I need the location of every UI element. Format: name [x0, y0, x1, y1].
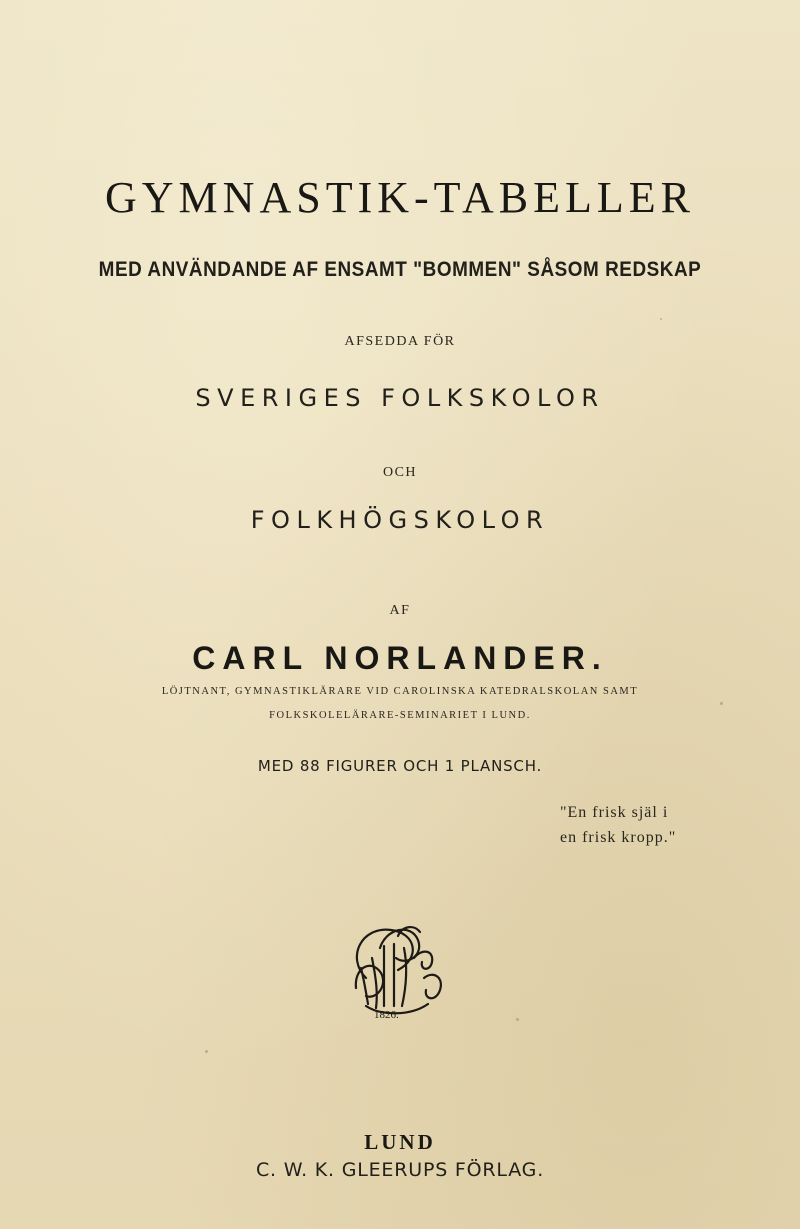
motto-line-2: en frisk kropp." [560, 829, 677, 846]
audience-line-2: FOLKHÖGSKOLOR [250, 506, 550, 534]
author-credentials-line-1: LÖJTNANT, GYMNASTIKLÄRARE VID CAROLINSKA KATEDRALSKOLAN SAMT [161, 686, 639, 697]
publication-place: LUND [364, 1130, 436, 1154]
paper-speck [660, 318, 662, 320]
publisher-monogram-logo [336, 918, 466, 1030]
publisher-name: C. W. K. GLEERUPS FÖRLAG. [255, 1159, 545, 1181]
author-name: CARL NORLANDER. [192, 640, 608, 676]
by-label: AF [389, 603, 411, 618]
paper-speck [205, 1050, 208, 1053]
subtitle: MED ANVÄNDANDE AF ENSAMT "BOMMEN" SÅSOM REDSKAP [98, 258, 702, 281]
conjunction-label: OCH [382, 465, 418, 480]
author-credentials-line-2: FOLKSKOLELÄRARE-SEMINARIET I LUND. [269, 710, 531, 721]
audience-line-1: SVERIGES FOLKSKOLOR [195, 384, 605, 412]
figures-note: MED 88 FIGURER OCH 1 PLANSCH. [257, 757, 543, 775]
paper-speck [720, 702, 723, 705]
book-title: GYMNASTIK-TABELLER [105, 173, 695, 222]
logo-year: 1826. [374, 1009, 399, 1021]
motto [560, 800, 676, 850]
motto-line-1: "En frisk själ i [560, 804, 669, 821]
paper-speck [516, 1018, 519, 1021]
intended-for-label: AFSEDDA FÖR [344, 334, 456, 349]
